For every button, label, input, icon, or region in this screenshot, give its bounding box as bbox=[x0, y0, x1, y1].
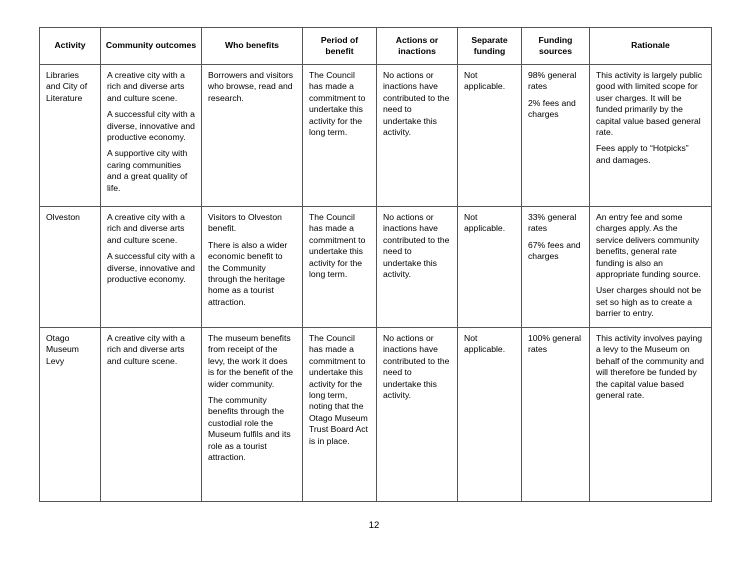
cell-activity: Olveston bbox=[40, 207, 101, 328]
cell-funding-sources bbox=[522, 65, 590, 207]
benefit-text: The museum benefits from receipt of the levy, the work it does is for the benefit of the wider community. bbox=[208, 333, 294, 389]
funding-source-text: 98% general rates bbox=[528, 70, 577, 92]
funding-source-text: 33% general rates bbox=[528, 212, 577, 234]
outcome-text: A supportive city with caring communities and a great quality of life. bbox=[107, 148, 188, 193]
rationale-text: This activity is largely public good with limited scope for user charges. It will be funded primarily by the capital value based general rate. bbox=[596, 70, 703, 138]
benefit-text: Visitors to Olveston benefit. bbox=[208, 212, 282, 234]
cell-separate-funding: Not applicable. bbox=[458, 207, 522, 328]
cell-funding-sources bbox=[522, 328, 590, 502]
header-period-of-benefit: Period of benefit bbox=[303, 28, 377, 65]
cell-period-of-benefit: The Council has made a commitment to undertake this activity for the long term, noting that the Otago Museum Trust Board Act is in place. bbox=[303, 328, 377, 502]
cell-activity: Otago Museum Levy bbox=[40, 328, 101, 502]
outcome-text: A creative city with a rich and diverse arts and culture scene. bbox=[107, 212, 185, 245]
table-row bbox=[40, 65, 712, 207]
outcome-text: A creative city with a rich and diverse arts and culture scene. bbox=[107, 333, 185, 366]
header-funding-sources: Funding sources bbox=[522, 28, 590, 65]
benefit-text: Borrowers and visitors who browse, read and research. bbox=[208, 70, 294, 103]
cell-rationale bbox=[590, 65, 712, 207]
table-row bbox=[40, 328, 712, 502]
outcome-text: A successful city with a diverse, innovative and productive economy. bbox=[107, 251, 195, 285]
cell-period-of-benefit: The Council has made a commitment to undertake this activity for the long term. bbox=[303, 65, 377, 207]
funding-source-text: 2% fees and charges bbox=[528, 97, 576, 120]
cell-community-outcomes bbox=[101, 328, 202, 502]
cell-funding-sources bbox=[522, 207, 590, 328]
cell-who-benefits bbox=[202, 65, 303, 207]
cell-community-outcomes bbox=[101, 65, 202, 207]
cell-actions-or-inactions: No actions or inactions have contributed to the need to undertake this activity. bbox=[377, 207, 458, 328]
outcome-text: A creative city with a rich and diverse arts and culture scene. bbox=[107, 70, 185, 103]
header-community-outcomes: Community outcomes bbox=[101, 28, 202, 65]
cell-period-of-benefit: The Council has made a commitment to undertake this activity for the long term. bbox=[303, 207, 377, 328]
cell-who-benefits bbox=[202, 328, 303, 502]
benefit-text: The community benefits through the custodial role the Museum fulfils and its role as a tourist attraction. bbox=[208, 395, 291, 463]
cell-rationale bbox=[590, 328, 712, 502]
header-who-benefits: Who benefits bbox=[202, 28, 303, 65]
rationale-text: An entry fee and some charges apply. As the service delivers community benefits, general rate funding is also an appropriate funding source. bbox=[596, 212, 701, 280]
funding-source-text: 67% fees and charges bbox=[528, 239, 581, 262]
header-activity: Activity bbox=[40, 28, 101, 65]
cell-separate-funding: Not applicable. bbox=[458, 328, 522, 502]
cell-activity: Libraries and City of Literature bbox=[40, 65, 101, 207]
header-row bbox=[40, 28, 712, 65]
header-rationale: Rationale bbox=[590, 28, 712, 65]
cell-rationale bbox=[590, 207, 712, 328]
page-number: 12 bbox=[368, 520, 380, 531]
funding-table bbox=[39, 27, 712, 502]
benefit-text: There is also a wider economic benefit to the Community through the heritage home as a tourist attraction. bbox=[208, 239, 288, 307]
funding-source-text: 100% general rates bbox=[528, 333, 582, 355]
cell-community-outcomes bbox=[101, 207, 202, 328]
cell-who-benefits bbox=[202, 207, 303, 328]
table-row bbox=[40, 207, 712, 328]
header-separate-funding: Separate funding bbox=[458, 28, 522, 65]
cell-separate-funding: Not applicable. bbox=[458, 65, 522, 207]
rationale-text: Fees apply to “Hotpicks” and damages. bbox=[596, 143, 689, 165]
rationale-text: This activity involves paying a levy to the Museum on behalf of the community and will therefore be funded by the capital value based general rate. bbox=[596, 333, 704, 401]
cell-actions-or-inactions: No actions or inactions have contributed to the need to undertake this activity. bbox=[377, 65, 458, 207]
cell-actions-or-inactions: No actions or inactions have contributed to the need to undertake this activity. bbox=[377, 328, 458, 502]
header-actions-or-inactions: Actions or inactions bbox=[377, 28, 458, 65]
outcome-text: A successful city with a diverse, innovative and productive economy. bbox=[107, 109, 195, 143]
rationale-text: User charges should not be set so high as to create a barrier to entry. bbox=[596, 285, 702, 319]
